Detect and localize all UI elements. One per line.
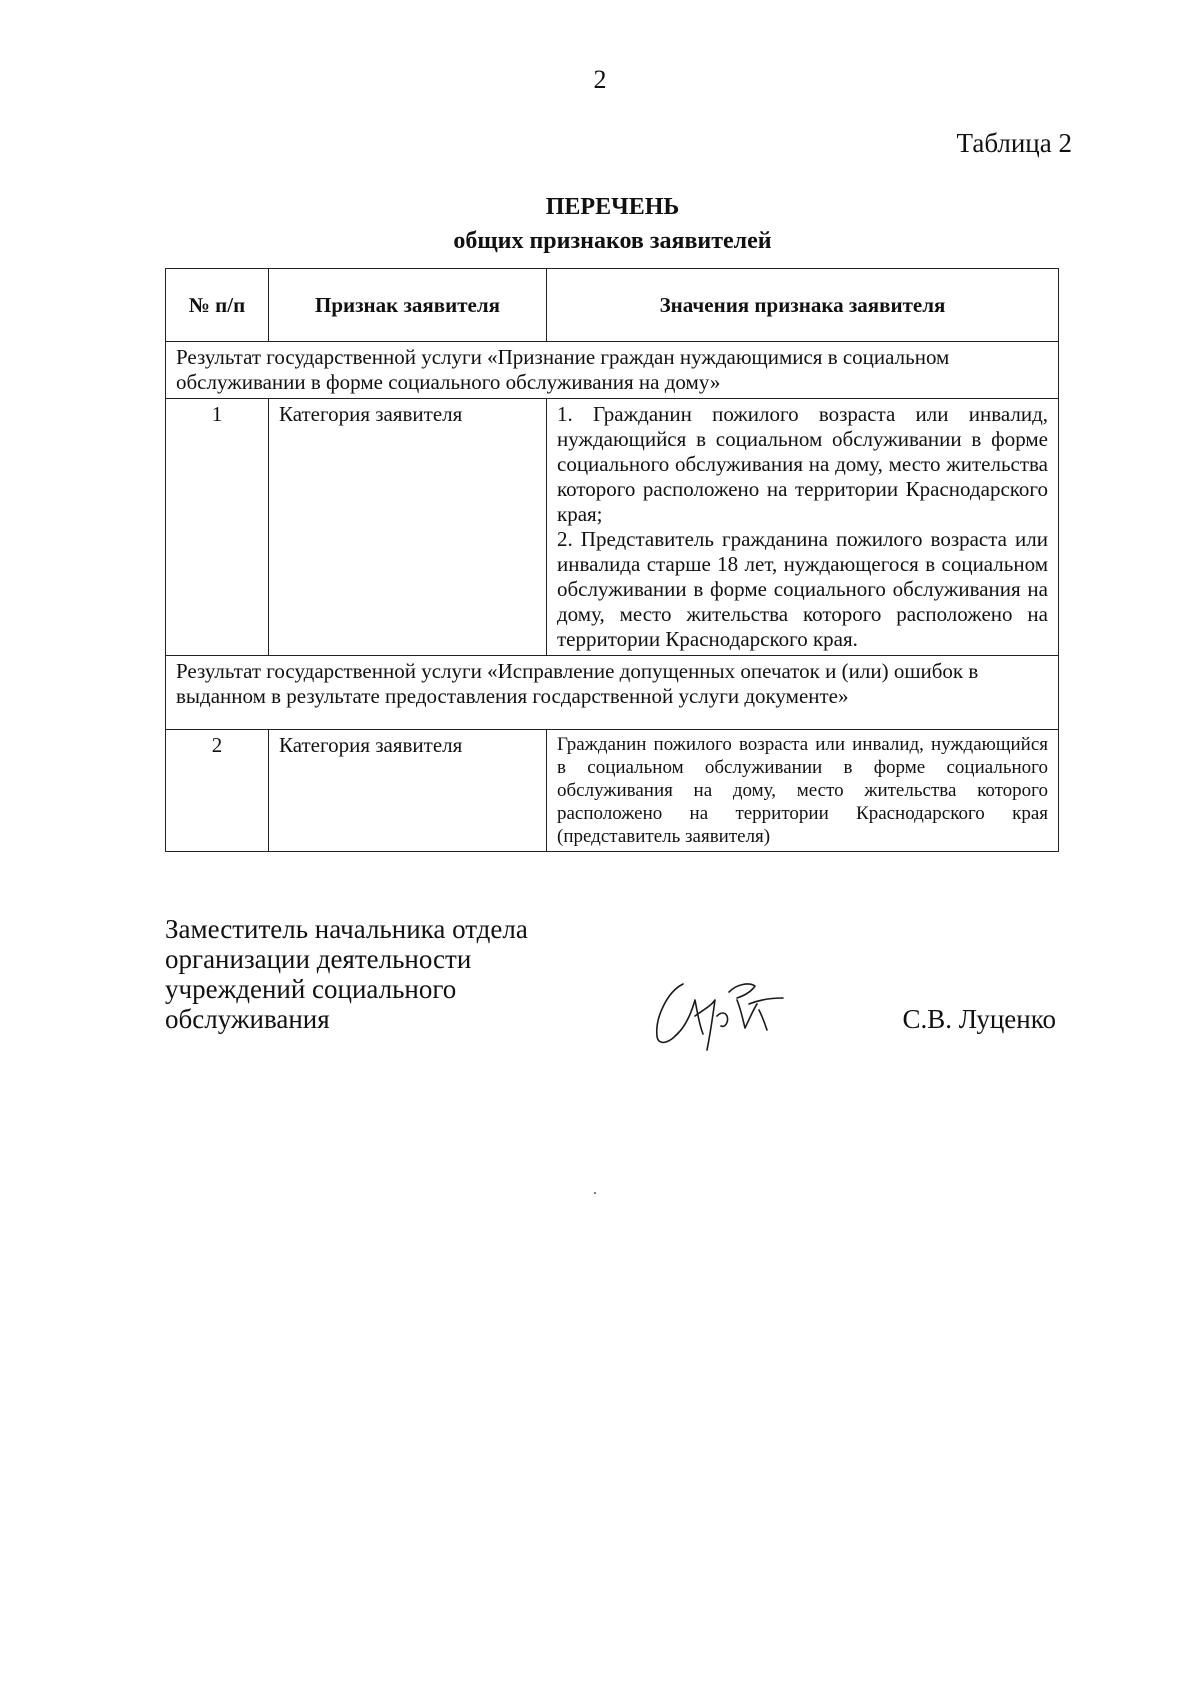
handwritten-signature (645, 970, 795, 1060)
scan-speck (594, 1192, 596, 1194)
table-label: Таблица 2 (956, 128, 1072, 158)
table-section-row (166, 656, 1059, 730)
signer-position-line: организации деятельности (165, 944, 472, 974)
signer-position-line: Заместитель начальника отдела (165, 914, 528, 944)
row-attribute: Категория заявителя (269, 730, 547, 852)
table-section-row (166, 342, 1059, 399)
document-title (165, 190, 1060, 258)
attribute-value-item: 2. Представитель гражданина пожилого возраста или инвалида старше 18 лет, нуждающегося в социальном обслуживании в форме социального обслуживания на дому, место жительства которого расположено на территории Краснодарского края. (557, 527, 1048, 651)
row-attribute-values (547, 399, 1059, 656)
document-title-line-2: общих признаков заявителей (453, 228, 772, 254)
attribute-value-item: Гражданин пожилого возраста или инвалид, нуждающийся в социальном обслуживании в форме социального обслуживания на дому, место жительства которого расположено на территории Краснодарского края (представитель заявителя) (557, 734, 1048, 847)
signer-position-line: обслуживания (165, 1004, 330, 1034)
signer-name: С.В. Луценко (902, 1004, 1056, 1034)
header-attribute-values: Значения признака заявителя (547, 269, 1059, 342)
page-number: 2 (593, 65, 607, 94)
row-attribute: Категория заявителя (269, 399, 547, 656)
row-number: 1 (166, 399, 269, 656)
section-heading: Результат государственной услуги «Исправление допущенных опечаток и (или) ошибок в выданном в результате предоставления госдарственной услуги документе» (166, 656, 1059, 730)
signature-block (165, 914, 1060, 1054)
signer-position (165, 914, 528, 1034)
attribute-value-item: 1. Гражданин пожилого возраста или инвалид, нуждающийся в социальном обслуживании в форме социального обслуживания на дому, место жительства которого расположено на территории Краснодарского края; (557, 402, 1048, 526)
table-row (166, 730, 1059, 852)
header-attribute: Признак заявителя (269, 269, 547, 342)
row-number: 2 (166, 730, 269, 852)
applicant-attributes-table (165, 268, 1059, 852)
row-attribute-values (547, 730, 1059, 852)
header-number: № п/п (166, 269, 269, 342)
section-heading: Результат государственной услуги «Признание граждан нуждающимися в социальном обслуживании в форме социального обслуживания на дому» (166, 342, 1059, 399)
table-header-row (166, 269, 1059, 342)
signer-position-line: учреждений социального (165, 974, 457, 1004)
table-row (166, 399, 1059, 656)
document-title-line-1: ПЕРЕЧЕНЬ (545, 194, 680, 220)
